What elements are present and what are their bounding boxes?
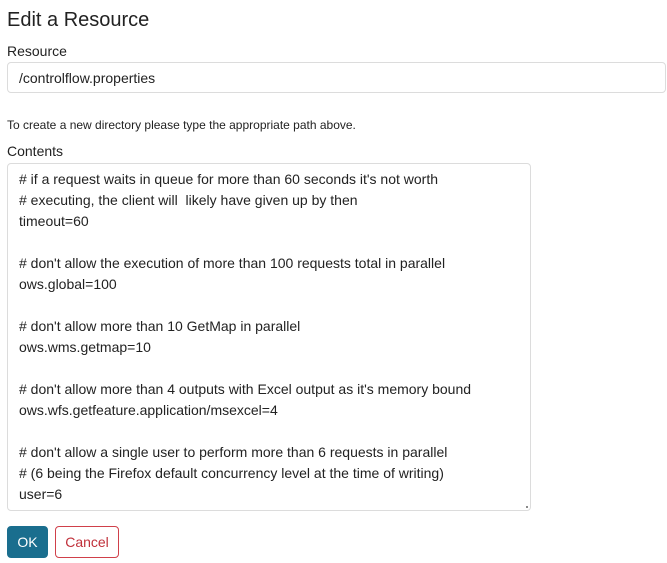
- contents-line: timeout=60: [19, 213, 89, 229]
- contents-label: Contents: [7, 143, 64, 159]
- ok-button[interactable]: OK: [7, 526, 48, 558]
- contents-line: # don't allow more than 10 GetMap in parallel: [19, 318, 301, 334]
- contents-line: ows.wfs.getfeature.application/msexcel=4: [19, 402, 278, 418]
- contents-line: ows.wms.getmap=10: [19, 339, 151, 355]
- cancel-button[interactable]: Cancel: [55, 526, 119, 558]
- resource-path-input[interactable]: [7, 62, 666, 93]
- contents-line: # (6 being the Firefox default concurrency level at the time of writing): [19, 465, 444, 481]
- contents-line: # executing, the client will likely have given up by then: [19, 192, 358, 208]
- contents-line: # don't allow a single user to perform more than 6 requests in parallel: [19, 444, 448, 460]
- contents-line: [19, 421, 519, 442]
- resize-handle[interactable]: [526, 506, 528, 508]
- contents-line: user=6: [19, 486, 63, 502]
- contents-line: # if a request waits in queue for more than 60 seconds it's not worth: [19, 171, 439, 187]
- contents-line: [19, 295, 519, 316]
- contents-line: # don't allow the execution of more than 100 requests total in parallel: [19, 255, 446, 271]
- contents-line: [19, 358, 519, 379]
- resource-label: Resource: [7, 43, 67, 59]
- page-title: Edit a Resource: [7, 9, 150, 31]
- contents-line: [19, 232, 519, 253]
- resource-hint: To create a new directory please type the appropriate path above.: [7, 118, 356, 132]
- contents-line: # don't allow more than 4 outputs with Excel output as it's memory bound: [19, 381, 472, 397]
- contents-line: ows.global=100: [19, 276, 117, 292]
- contents-textarea[interactable]: [7, 163, 531, 511]
